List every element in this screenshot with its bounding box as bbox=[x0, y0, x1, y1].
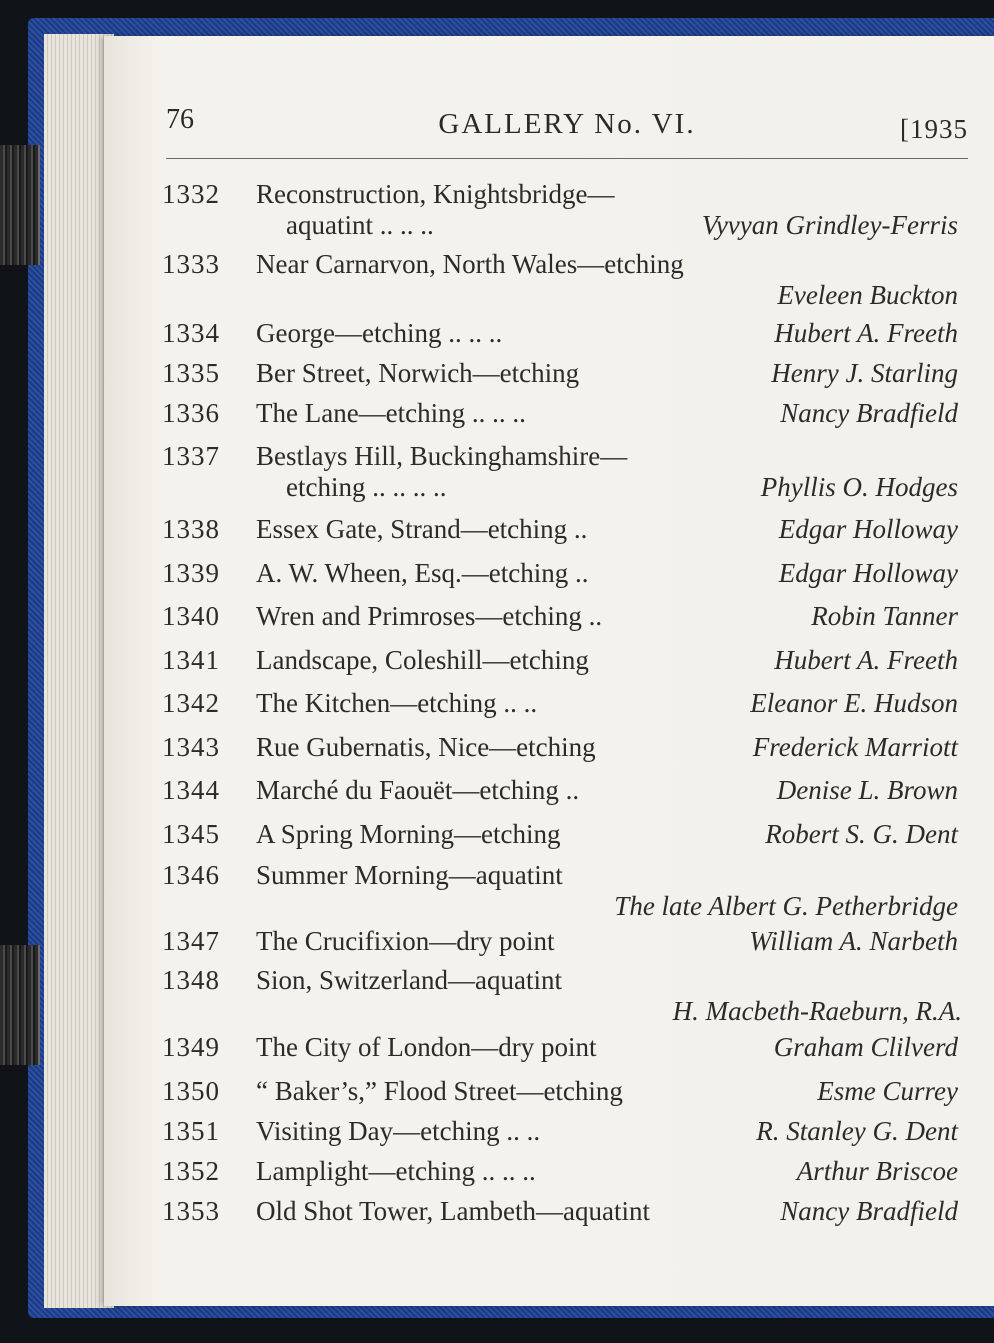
entry-title: Essex Gate, Strand—etching .. bbox=[256, 514, 588, 544]
entry-number: 1347 bbox=[162, 926, 220, 956]
catalogue-entry bbox=[0, 558, 994, 588]
entry-artist: Edgar Holloway bbox=[778, 514, 958, 544]
catalogue-entry bbox=[0, 441, 994, 471]
entry-number: 1346 bbox=[162, 860, 220, 890]
entry-title: Bestlays Hill, Buckinghamshire— bbox=[256, 441, 628, 471]
catalogue-entry bbox=[0, 1032, 994, 1062]
entry-number: 1348 bbox=[162, 965, 220, 995]
entry-artist: Hubert A. Freeth bbox=[774, 318, 958, 348]
catalogue-entry-cont bbox=[0, 996, 994, 1026]
catalogue-entry bbox=[0, 819, 994, 849]
entry-title: A Spring Morning—etching bbox=[256, 819, 561, 849]
entry-number: 1345 bbox=[162, 819, 220, 849]
entry-artist: Robin Tanner bbox=[811, 601, 958, 631]
running-title: GALLERY No. VI. bbox=[438, 108, 696, 140]
entry-title: Wren and Primroses—etching .. bbox=[256, 601, 603, 631]
catalogue-entry bbox=[0, 318, 994, 348]
entry-title: Old Shot Tower, Lambeth—aquatint bbox=[256, 1196, 650, 1226]
entry-artist: Edgar Holloway bbox=[778, 558, 958, 588]
catalogue-entry bbox=[0, 1156, 994, 1186]
catalogue-entry bbox=[0, 645, 994, 675]
catalogue-entry bbox=[0, 514, 994, 544]
entry-title: Marché du Faouët—etching .. bbox=[256, 775, 580, 805]
entry-artist: Henry J. Starling bbox=[771, 358, 958, 388]
entry-title: Near Carnarvon, North Wales—etching bbox=[256, 249, 684, 279]
entry-title: Lamplight—etching .. .. .. bbox=[256, 1156, 536, 1186]
entry-title: Sion, Switzerland—aquatint bbox=[256, 965, 562, 995]
catalogue-entry bbox=[0, 965, 994, 995]
entry-number: 1342 bbox=[162, 688, 220, 718]
entry-title: The Lane—etching .. .. .. bbox=[256, 398, 526, 428]
catalogue-entry bbox=[0, 1196, 994, 1226]
entry-artist: H. Macbeth-Raeburn, R.A. bbox=[672, 996, 962, 1026]
entry-number: 1349 bbox=[162, 1032, 220, 1062]
entry-title: Reconstruction, Knightsbridge— bbox=[256, 179, 615, 209]
entry-number: 1352 bbox=[162, 1156, 220, 1186]
entry-artist: Hubert A. Freeth bbox=[774, 645, 958, 675]
entry-title: Summer Morning—aquatint bbox=[256, 860, 563, 890]
page-number: 76 bbox=[166, 104, 194, 135]
entry-number: 1351 bbox=[162, 1116, 220, 1146]
entry-artist: Arthur Briscoe bbox=[796, 1156, 958, 1186]
entry-number: 1353 bbox=[162, 1196, 220, 1226]
entry-title: Visiting Day—etching .. .. bbox=[256, 1116, 541, 1146]
catalogue-entry-cont bbox=[0, 210, 994, 240]
entry-number: 1341 bbox=[162, 645, 220, 675]
entry-artist: Eleanor E. Hudson bbox=[750, 688, 958, 718]
catalogue-entry bbox=[0, 358, 994, 388]
entry-number: 1336 bbox=[162, 398, 220, 428]
entry-artist: William A. Narbeth bbox=[749, 926, 958, 956]
entry-title: A. W. Wheen, Esq.—etching .. bbox=[256, 558, 589, 588]
catalogue-entry-cont bbox=[0, 891, 994, 921]
entry-number: 1333 bbox=[162, 249, 220, 279]
catalogue-entry bbox=[0, 398, 994, 428]
entry-number: 1337 bbox=[162, 441, 220, 471]
entry-artist: Eveleen Buckton bbox=[777, 280, 958, 310]
entry-title: The City of London—dry point bbox=[256, 1032, 597, 1062]
catalogue-entry bbox=[0, 688, 994, 718]
entry-artist: Vyvyan Grindley-Ferris bbox=[701, 210, 958, 240]
entry-artist: Denise L. Brown bbox=[776, 775, 958, 805]
entry-artist: R. Stanley G. Dent bbox=[756, 1116, 958, 1146]
entry-artist: Frederick Marriott bbox=[752, 732, 958, 762]
entry-number: 1340 bbox=[162, 601, 220, 631]
catalogue-entry-cont bbox=[0, 472, 994, 502]
entry-number: 1335 bbox=[162, 358, 220, 388]
entry-title-cont: aquatint .. .. .. bbox=[286, 210, 434, 240]
catalogue-entry-cont bbox=[0, 280, 994, 310]
entry-title: “ Baker’s,” Flood Street—etching bbox=[256, 1076, 623, 1106]
catalogue-entry bbox=[0, 179, 994, 209]
entry-number: 1343 bbox=[162, 732, 220, 762]
entry-artist: Esme Currey bbox=[817, 1076, 958, 1106]
entry-artist: Graham Clilverd bbox=[773, 1032, 958, 1062]
entry-number: 1350 bbox=[162, 1076, 220, 1106]
entry-number: 1344 bbox=[162, 775, 220, 805]
header-rule bbox=[166, 158, 968, 159]
entry-number: 1339 bbox=[162, 558, 220, 588]
catalogue-entry bbox=[0, 926, 994, 956]
catalogue-entry bbox=[0, 601, 994, 631]
catalogue-entry bbox=[0, 775, 994, 805]
catalogue-entry bbox=[0, 732, 994, 762]
entry-title: Ber Street, Norwich—etching bbox=[256, 358, 580, 388]
entry-number: 1334 bbox=[162, 318, 220, 348]
entry-artist: Phyllis O. Hodges bbox=[760, 472, 958, 502]
entry-artist: Robert S. G. Dent bbox=[765, 819, 958, 849]
entry-number: 1332 bbox=[162, 179, 220, 209]
entry-title: Rue Gubernatis, Nice—etching bbox=[256, 732, 596, 762]
entry-artist: The late Albert G. Petherbridge bbox=[614, 891, 958, 921]
entry-title: George—etching .. .. .. bbox=[256, 318, 503, 348]
catalogue-entry bbox=[0, 860, 994, 890]
binding-tape-bottom bbox=[0, 945, 40, 1065]
entry-title: Landscape, Coleshill—etching bbox=[256, 645, 589, 675]
catalogue-entry bbox=[0, 1116, 994, 1146]
year-mark: [1935 bbox=[900, 114, 968, 144]
entry-title: The Crucifixion—dry point bbox=[256, 926, 555, 956]
page-header bbox=[166, 104, 968, 154]
entry-artist: Nancy Bradfield bbox=[780, 398, 958, 428]
catalogue-entry bbox=[0, 1076, 994, 1106]
entry-title-cont: etching .. .. .. .. bbox=[286, 472, 447, 502]
entry-artist: Nancy Bradfield bbox=[780, 1196, 958, 1226]
catalogue-entry bbox=[0, 249, 994, 279]
entry-number: 1338 bbox=[162, 514, 220, 544]
entry-title: The Kitchen—etching .. .. bbox=[256, 688, 538, 718]
